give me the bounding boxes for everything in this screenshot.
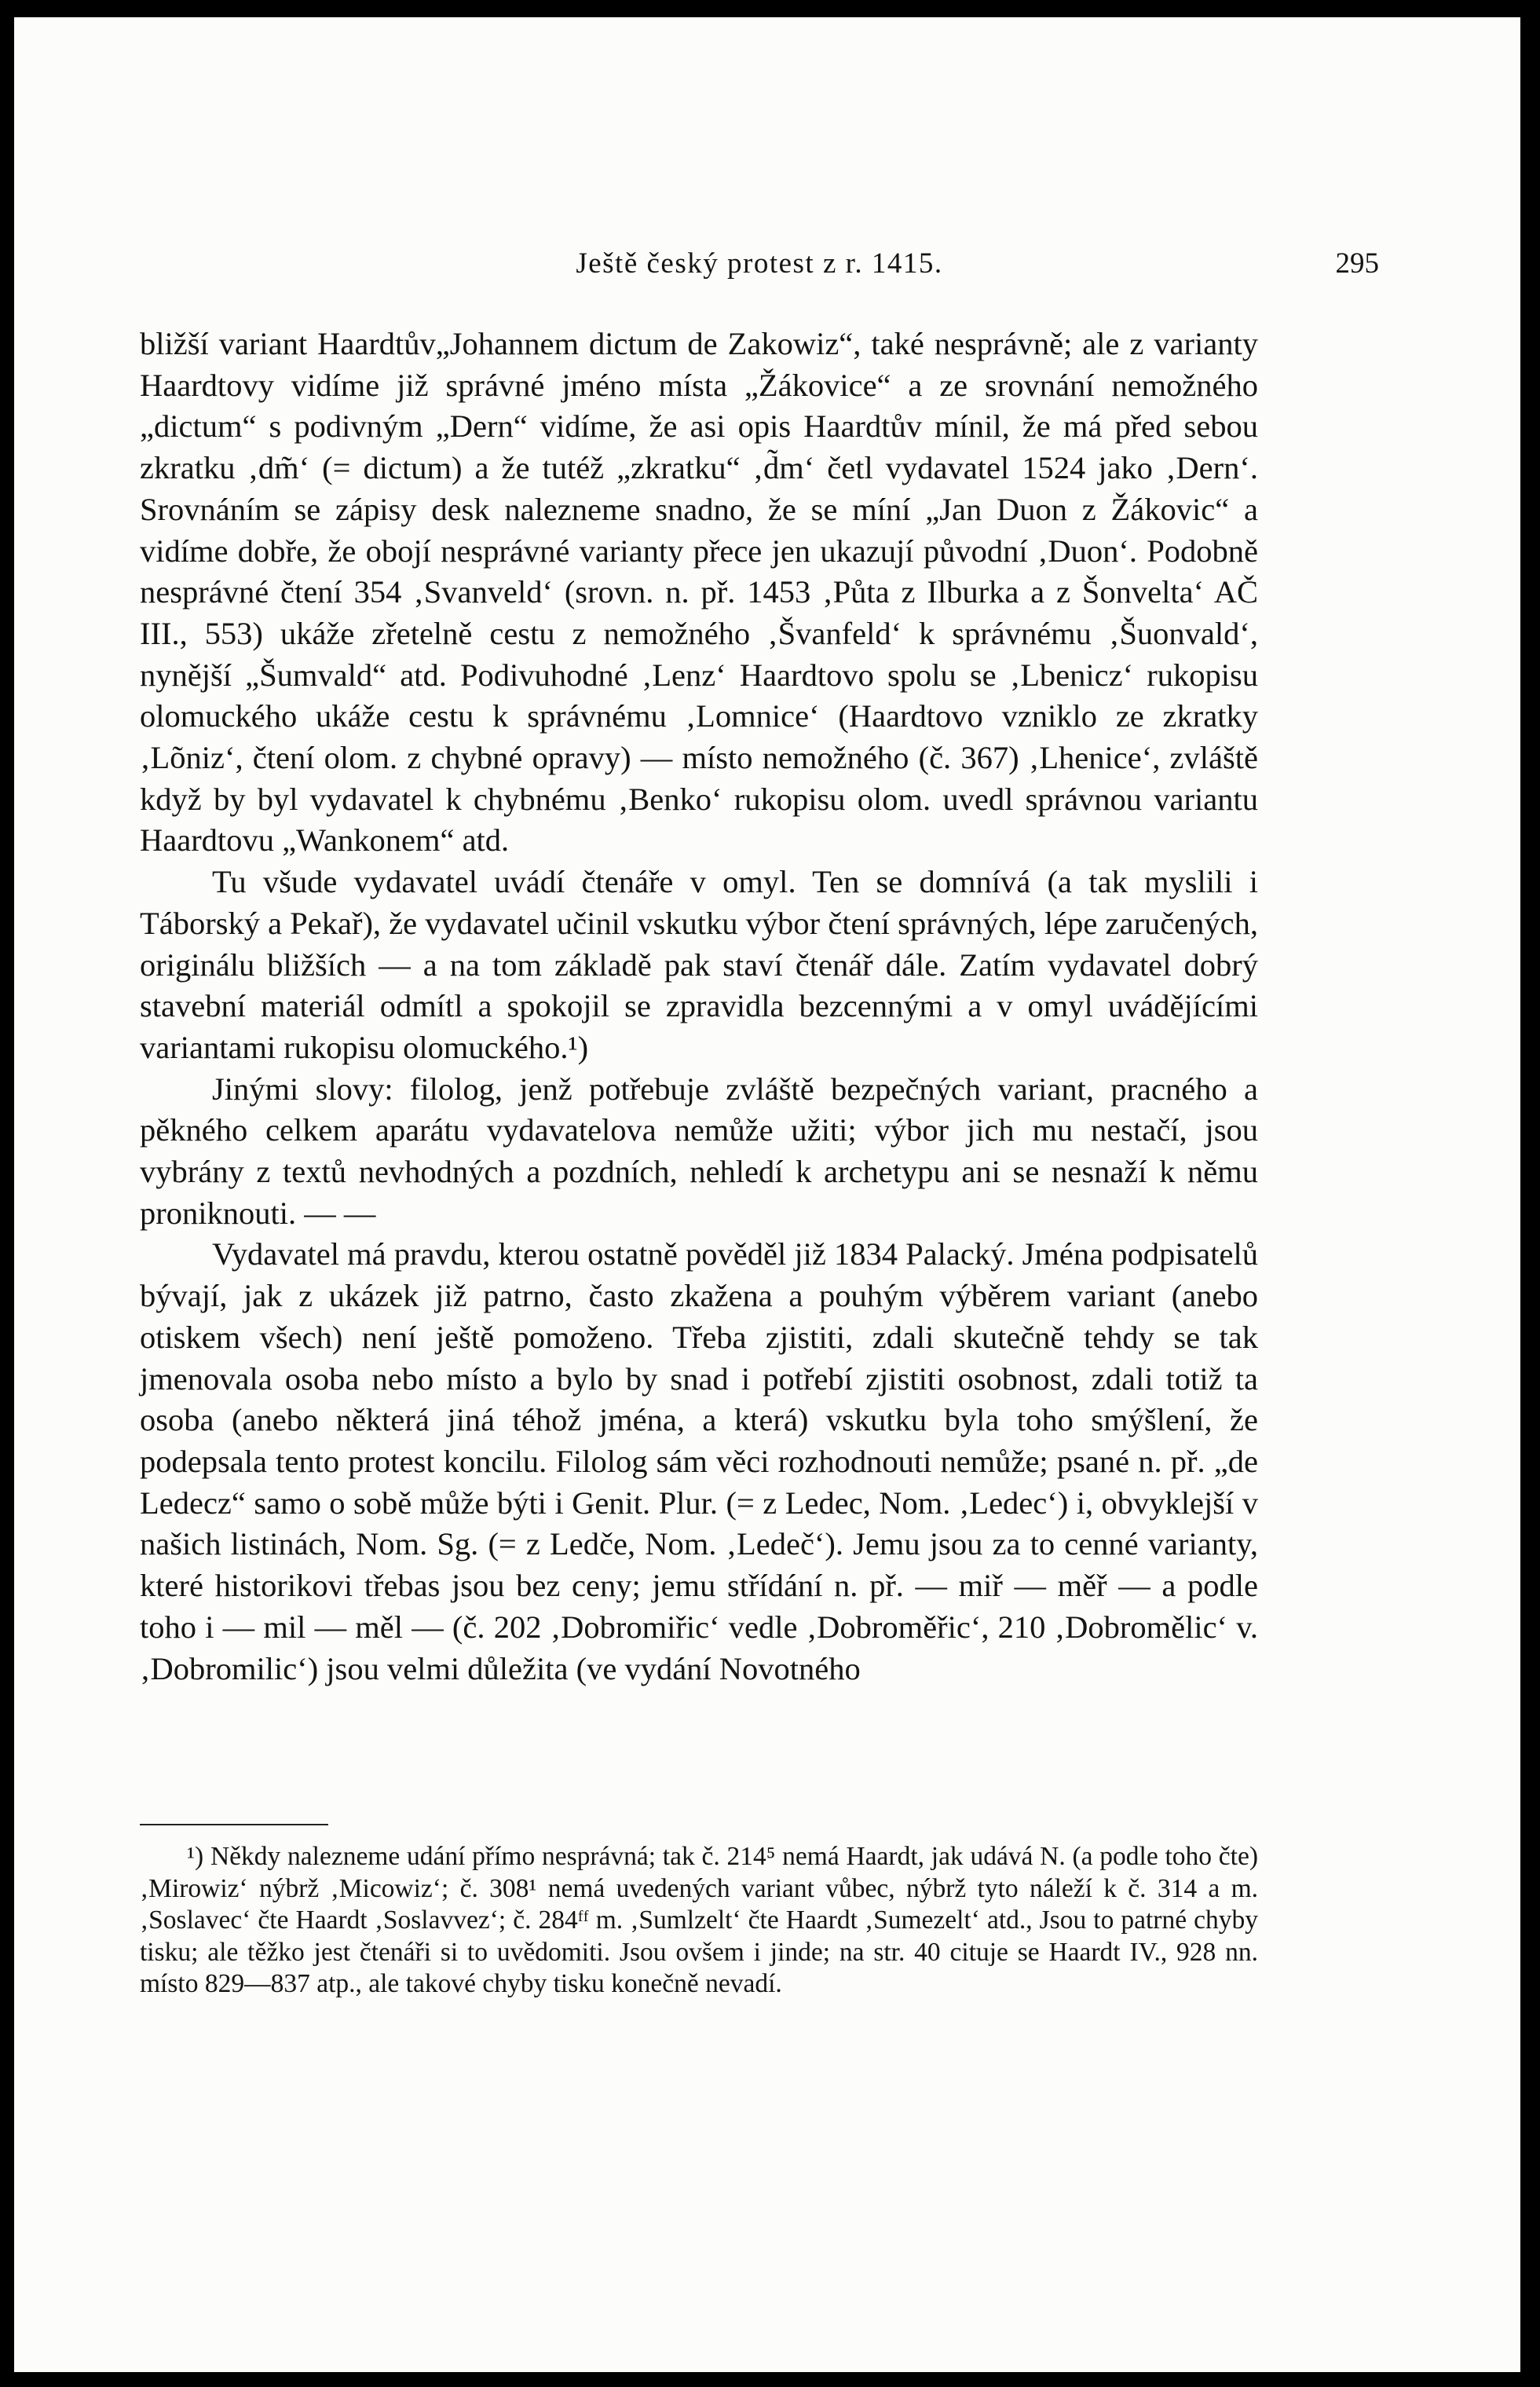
paragraph-1: bližší variant Haardtův„Johannem dictum de Zakowiz“, také nesprávně; ale z varianty Haardtovy vidíme již správné jméno místa „Žákovice“ a ze srovnání nemožného „dictum“ s podivným „Dern“ vidíme, že asi opis Haardtův mínil, že má před sebou zkratku ‚dm̃‘ (= dictum) a že tutéž „zkratku“ ‚d̃m‘ četl vydavatel 1524 jako ‚Dern‘. Srovnáním se zápisy desk nalezneme snadno, že se míní „Jan Duon z Žákovic“ a vidíme dobře, že obojí nesprávné varianty přece jen ukazují původní ‚Duon‘. Podobně nesprávné čtení 354 ‚Svanveld‘ (srovn. n. př. 1453 ‚Půta z Ilburka a z Šonvelta‘ AČ III., 553) ukáže zřetelně cestu z nemožného ‚Švanfeld‘ k správnému ‚Šuonvald‘, nynější „Šumvald“ atd. Podivuhodné ‚Lenz‘ Haardtovo spolu se ‚Lbenicz‘ rukopisu olomuckého ukáže cestu k správnému ‚Lomnice‘ (Haardtovo vzniklo ze zkratky ‚Lõniz‘, čtení olom. z chybné opravy) — místo nemožného (č. 367) ‚Lhenice‘, zvláště když by byl vydavatel k chybnému ‚Benko‘ rukopisu olom. uvedl správnou variantu Haardtovu „Wankonem“ atd. [140,326,1258,859]
footnote-1: ¹) Někdy nalezneme udání přímo nesprávná; tak č. 214⁵ nemá Haardt, jak udává N. (a podle toho čte) ‚Mirowiz‘ nýbrž ‚Micowiz‘; č. 308¹ nemá uvedených variant vůbec, nýbrž tyto náleží k č. 314 a m. ‚Soslavec‘ čte Haardt ‚Soslavvez‘; č. 284ᶠᶠ m. ‚Sumlzelt‘ čte Haardt ‚Sumezelt‘ atd., Jsou to patrné chyby tisku; ale těžko jest čtenáři si to uvědomiti. Jsou ovšem i jinde; na str. 40 cituje se Haardt IV., 928 nn. místo 829—837 atp., ale takové chyby tisku konečně nevadí. [140,1842,1258,1998]
paragraph-4: Vydavatel má pravdu, kterou ostatně pověděl již 1834 Palacký. Jména podpisatelů bývají, jak z ukázek již patrno, často zkažena a pouhým výběrem variant (anebo otiskem všech) není ještě pomoženo. Třeba zjistiti, zdali skutečně tehdy se tak jmenovala osoba nebo místo a bylo by snad i potřebí zjistiti osobnost, zdali totiž ta osoba (anebo některá jiná téhož jména, a která) vskutku byla toho smýšlení, že podepsala tento protest koncilu. Filolog sám věci rozhodnouti nemůže; psané n. př. „de Ledecz“ samo o sobě může býti i Genit. Plur. (= z Ledec, Nom. ‚Ledec‘) i, obvyklejší v našich listinách, Nom. Sg. (= z Ledče, Nom. ‚Ledeč‘). Jemu jsou za to cenné varianty, které historikovi třebas jsou bez ceny; jemu střídání n. př. — miř — měř — a podle toho i — mil — měl — (č. 202 ‚Dobromiřic‘ vedle ‚Dobroměřic‘, 210 ‚Dobromělic‘ v. ‚Dobromilic‘) jsou velmi důležita (ve vydání Novotného [140,1236,1258,1686]
body-text [140,324,1258,1690]
footnote-area [140,1841,1258,2001]
running-title: Ještě český protest z r. 1415. [576,247,943,280]
footnote-separator [140,1824,328,1825]
page-number: 295 [1335,247,1379,280]
page-header [140,247,1379,294]
book-page [14,17,1520,2372]
paragraph-3: Jinými slovy: filolog, jenž potřebuje zvláště bezpečných variant, pracného a pěkného celkem aparátu vydavatelova nemůže užiti; výbor jich mu nestačí, jsou vybrány z textů nevhodných a pozdních, nehledí k archetypu ani se nesnaží k němu proniknouti. — — [140,1071,1258,1231]
paragraph-2: Tu všude vydavatel uvádí čtenáře v omyl. Ten se domnívá (a tak myslili i Táborský a Pekař), že vydavatel učinil vskutku výbor čtení správných, lépe zaručených, originálu bližších — a na tom základě pak staví čtenář dále. Zatím vydavatel dobrý stavební materiál odmítl a spokojil se zpravidla bezcennými a v omyl uvádějícími variantami rukopisu olomuckého.¹) [140,864,1258,1065]
